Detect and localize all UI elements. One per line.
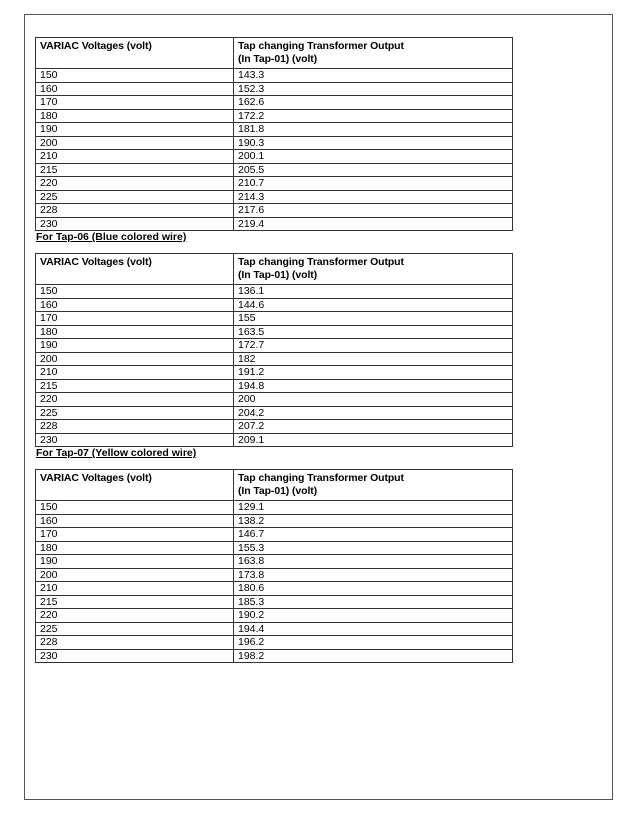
variac-voltage-cell: 225 — [36, 622, 234, 636]
variac-voltage-cell: 215 — [36, 163, 234, 177]
transformer-output-cell: 217.6 — [234, 204, 513, 218]
variac-voltage-cell: 150 — [36, 285, 234, 299]
table-row — [36, 420, 513, 434]
table-row — [36, 325, 513, 339]
variac-voltage-cell: 230 — [36, 649, 234, 663]
transformer-output-header-line1: Tap changing Transformer Output — [238, 472, 404, 484]
variac-voltage-cell: 200 — [36, 568, 234, 582]
transformer-output-cell: 180.6 — [234, 582, 513, 596]
table-header-row — [36, 38, 513, 69]
table-row — [36, 595, 513, 609]
table-row — [36, 514, 513, 528]
transformer-output-cell: 136.1 — [234, 285, 513, 299]
table-row — [36, 393, 513, 407]
transformer-output-cell: 138.2 — [234, 514, 513, 528]
table-row — [36, 433, 513, 447]
table-row — [36, 406, 513, 420]
variac-voltage-cell: 160 — [36, 82, 234, 96]
transformer-output-cell: 152.3 — [234, 82, 513, 96]
transformer-output-cell: 205.5 — [234, 163, 513, 177]
table-row — [36, 582, 513, 596]
transformer-output-cell: 181.8 — [234, 123, 513, 137]
table-row — [36, 177, 513, 191]
table-row — [36, 204, 513, 218]
variac-voltage-cell: 230 — [36, 217, 234, 231]
table-row — [36, 541, 513, 555]
variac-voltage-cell: 150 — [36, 501, 234, 515]
variac-voltage-cell: 220 — [36, 393, 234, 407]
table-row — [36, 298, 513, 312]
transformer-output-header-line1: Tap changing Transformer Output — [238, 40, 404, 52]
transformer-output-cell: 200.1 — [234, 150, 513, 164]
variac-voltage-cell: 170 — [36, 312, 234, 326]
transformer-output-cell: 163.5 — [234, 325, 513, 339]
transformer-output-cell: 144.6 — [234, 298, 513, 312]
table-row — [36, 69, 513, 83]
transformer-output-cell: 185.3 — [234, 595, 513, 609]
table-row — [36, 555, 513, 569]
document-content — [35, 37, 512, 663]
section-heading: For Tap-06 (Blue colored wire) — [36, 231, 187, 243]
variac-voltage-cell: 230 — [36, 433, 234, 447]
transformer-output-header-line2: (In Tap-01) (volt) — [238, 52, 318, 65]
variac-voltage-cell: 225 — [36, 190, 234, 204]
voltage-table — [35, 37, 513, 231]
variac-voltage-cell: 220 — [36, 177, 234, 191]
transformer-output-cell: 194.8 — [234, 379, 513, 393]
variac-voltage-cell: 225 — [36, 406, 234, 420]
section-heading: For Tap-07 (Yellow colored wire) — [36, 447, 197, 459]
transformer-output-header — [234, 38, 513, 69]
variac-voltage-cell: 190 — [36, 123, 234, 137]
transformer-output-cell: 219.4 — [234, 217, 513, 231]
variac-voltage-cell: 150 — [36, 69, 234, 83]
variac-voltage-cell: 210 — [36, 150, 234, 164]
variac-voltage-cell: 228 — [36, 420, 234, 434]
variac-voltage-cell: 170 — [36, 96, 234, 110]
table-row — [36, 609, 513, 623]
variac-voltage-cell: 180 — [36, 109, 234, 123]
variac-voltage-cell: 220 — [36, 609, 234, 623]
transformer-output-cell: 162.6 — [234, 96, 513, 110]
variac-voltage-cell: 215 — [36, 379, 234, 393]
transformer-output-cell: 214.3 — [234, 190, 513, 204]
table-header-row — [36, 470, 513, 501]
transformer-output-header-line2: (In Tap-01) (volt) — [238, 268, 318, 281]
variac-voltage-cell: 160 — [36, 514, 234, 528]
transformer-output-cell: 198.2 — [234, 649, 513, 663]
transformer-output-header-line2: (In Tap-01) (volt) — [238, 484, 318, 497]
transformer-output-cell: 207.2 — [234, 420, 513, 434]
table-row — [36, 123, 513, 137]
table-row — [36, 379, 513, 393]
table-row — [36, 622, 513, 636]
table-row — [36, 96, 513, 110]
voltage-table — [35, 469, 513, 663]
table-row — [36, 82, 513, 96]
transformer-output-cell: 200 — [234, 393, 513, 407]
transformer-output-cell: 191.2 — [234, 366, 513, 380]
variac-voltage-cell: 200 — [36, 352, 234, 366]
transformer-output-cell: 190.3 — [234, 136, 513, 150]
table-row — [36, 649, 513, 663]
variac-voltage-cell: 190 — [36, 339, 234, 353]
variac-voltage-cell: 160 — [36, 298, 234, 312]
transformer-output-cell: 209.1 — [234, 433, 513, 447]
variac-voltage-cell: 215 — [36, 595, 234, 609]
table-row — [36, 636, 513, 650]
variac-voltage-header: VARIAC Voltages (volt) — [36, 38, 234, 69]
table-row — [36, 136, 513, 150]
table-row — [36, 339, 513, 353]
variac-voltage-cell: 228 — [36, 204, 234, 218]
table-header-row — [36, 254, 513, 285]
table-row — [36, 501, 513, 515]
variac-voltage-header: VARIAC Voltages (volt) — [36, 470, 234, 501]
variac-voltage-cell: 200 — [36, 136, 234, 150]
transformer-output-cell: 210.7 — [234, 177, 513, 191]
transformer-output-header — [234, 470, 513, 501]
transformer-output-cell: 194.4 — [234, 622, 513, 636]
transformer-output-cell: 173.8 — [234, 568, 513, 582]
table-row — [36, 150, 513, 164]
transformer-output-cell: 190.2 — [234, 609, 513, 623]
transformer-output-cell: 155.3 — [234, 541, 513, 555]
variac-voltage-cell: 210 — [36, 582, 234, 596]
table-row — [36, 163, 513, 177]
table-row — [36, 217, 513, 231]
variac-voltage-cell: 228 — [36, 636, 234, 650]
transformer-output-cell: 163.8 — [234, 555, 513, 569]
table-row — [36, 568, 513, 582]
table-row — [36, 528, 513, 542]
variac-voltage-cell: 180 — [36, 541, 234, 555]
table-row — [36, 352, 513, 366]
table-row — [36, 312, 513, 326]
transformer-output-cell: 172.7 — [234, 339, 513, 353]
transformer-output-cell: 143.3 — [234, 69, 513, 83]
transformer-output-header-line1: Tap changing Transformer Output — [238, 256, 404, 268]
transformer-output-cell: 155 — [234, 312, 513, 326]
transformer-output-cell: 182 — [234, 352, 513, 366]
table-row — [36, 190, 513, 204]
variac-voltage-cell: 170 — [36, 528, 234, 542]
variac-voltage-header: VARIAC Voltages (volt) — [36, 254, 234, 285]
transformer-output-cell: 129.1 — [234, 501, 513, 515]
transformer-output-cell: 196.2 — [234, 636, 513, 650]
transformer-output-header — [234, 254, 513, 285]
transformer-output-cell: 146.7 — [234, 528, 513, 542]
variac-voltage-cell: 190 — [36, 555, 234, 569]
transformer-output-cell: 204.2 — [234, 406, 513, 420]
variac-voltage-cell: 180 — [36, 325, 234, 339]
voltage-table — [35, 253, 513, 447]
table-row — [36, 366, 513, 380]
transformer-output-cell: 172.2 — [234, 109, 513, 123]
variac-voltage-cell: 210 — [36, 366, 234, 380]
table-row — [36, 109, 513, 123]
table-row — [36, 285, 513, 299]
